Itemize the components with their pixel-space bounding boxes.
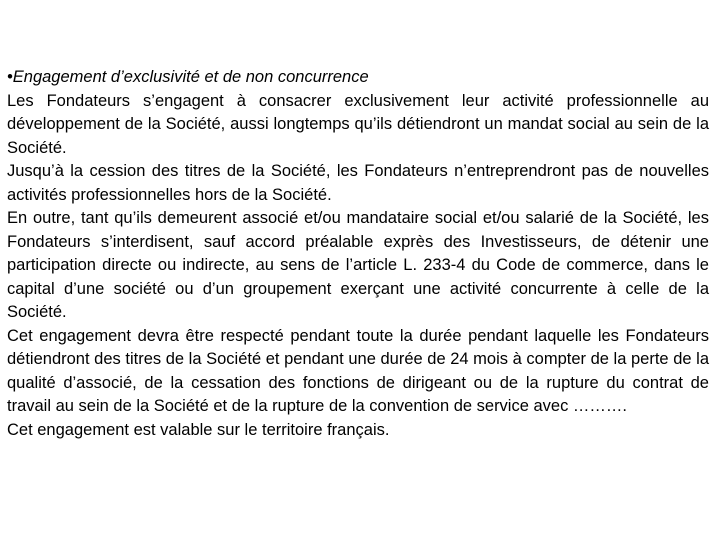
paragraph-no-new-activities: Jusqu’à la cession des titres de la Société, les Fondateurs n’entreprendront pas de nouvelles activités professionnelles hors de la Société. (7, 162, 709, 204)
document-body (7, 66, 709, 442)
paragraph-duration: Cet engagement devra être respecté pendant toute la durée pendant laquelle les Fondateurs détiendront des titres de la Société et pendant une durée de 24 mois à compter de la perte de la qualité d’associé, de la cessation des fonctions de dirigeant ou de la rupture du contrat de travail au sein de la Société et de la rupture de la convention de service avec ………. (7, 326, 709, 415)
paragraph-exclusivity: Les Fondateurs s’engagent à consacrer exclusivement leur activité professionnelle au développement de la Société, aussi longtemps qu’ils détiendront un mandat social au sein de la Société. (7, 91, 709, 157)
section-heading: •Engagement d’exclusivité et de non concurrence (7, 68, 369, 86)
paragraph-territory: Cet engagement est valable sur le territoire français. (7, 420, 390, 439)
paragraph-non-compete: En outre, tant qu’ils demeurent associé et/ou mandataire social et/ou salarié de la Société, les Fondateurs s’interdisent, sauf accord préalable exprès des Investisseurs, de détenir une participation directe ou indirecte, au sens de l’article L. 233-4 du Code de commerce, dans le capital d’une société ou d’un groupement exerçant une activité concurrente à celle de la Société. (7, 209, 709, 321)
